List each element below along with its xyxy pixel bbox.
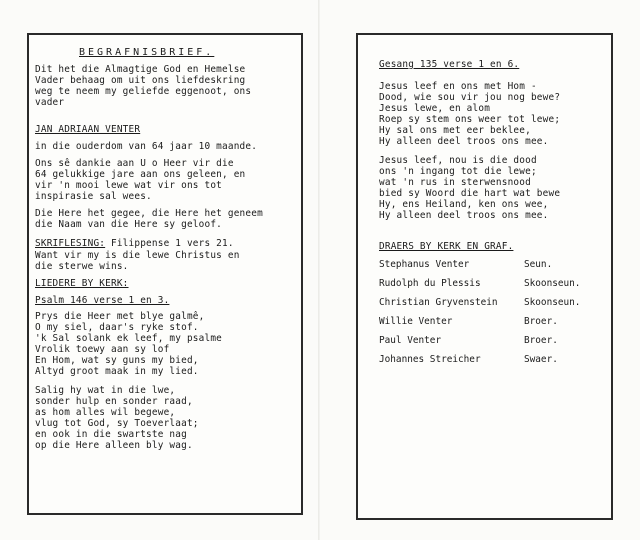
bearer-relation: Skoonseun. [524,297,581,308]
scripture-ref: Filippense 1 vers 21. [105,238,234,249]
job-line: die Naam van die Here sy geloof. [35,219,223,230]
gesang-line: wat 'n rus in sterwensnood [379,177,531,188]
psalm-line: as hom alles wil begewe, [35,407,176,418]
intro-line: vader [35,97,65,108]
gesang-line: Hy alleen deel troos ons mee. [379,136,549,147]
bearers-heading: DRAERS BY KERK EN GRAF. [379,241,514,252]
intro-text [35,64,251,108]
gesang-line: Hy, ens Heiland, ken ons wee, [379,199,549,210]
job-quote [35,208,263,230]
intro-line: weg te neem my geliefde eggenoot, ons [35,86,252,97]
gesang-line: Jesus lewe, en alom [379,103,491,114]
psalm-verse-3 [35,385,199,451]
gesang-verse-6 [379,155,560,221]
psalm-line: sonder hulp en sonder raad, [35,396,193,407]
scripture-line: Want vir my is die lewe Christus en [35,250,240,261]
psalm-line: 'k Sal solank ek leef, my psalme [35,333,223,344]
psalm-line: op die Here alleen bly wag. [35,440,193,451]
psalm-line: Salig hy wat in die lwe, [35,385,176,396]
thanks-line: 64 gelukkige jare aan ons geleen, en [35,169,246,180]
scripture-text [35,250,240,272]
gesang-line: Dood, wie sou vir jou nog bewe? [379,92,561,103]
psalm-line: En Hom, wat sy guns my bied, [35,355,199,366]
psalm-line: Altyd groot maak in my lied. [35,366,199,377]
intro-line: Dit het die Almagtige God en Hemelse [35,64,246,75]
bearer-name: Stephanus Venter [379,259,470,270]
thanks-line: vir 'n mooi lewe wat vir ons tot [35,180,223,191]
gesang-line: Hy sal ons met eer beklee, [379,125,531,136]
gesang-line: Jesus leef, nou is die dood [379,155,537,166]
psalm-verse-1 [35,311,222,377]
bearer-name: Willie Venter [379,316,453,327]
gesang-line: Jesus leef en ons met Hom - [379,81,537,92]
bearer-relation: Broer. [524,335,558,346]
gesang-line: Roep sy stem ons weer tot lewe; [379,114,561,125]
thanks-line: Ons sê dankie aan U o Heer vir die [35,158,234,169]
job-line: Die Here het gegee, die Here het geneem [35,208,263,219]
scripture-label: SKRIFLESING: [35,238,106,249]
bearer-relation: Seun. [524,259,553,270]
psalm-line: en ook in die swartste nag [35,429,187,440]
bearer-relation: Swaer. [524,354,558,365]
scripture-reading [35,238,234,249]
thanks-line: inspirasie sal wees. [35,191,152,202]
scripture-line: die sterwe wins. [35,261,129,272]
psalm-heading: Psalm 146 verse 1 en 3. [35,295,170,306]
gesang-heading: Gesang 135 verse 1 en 6. [379,59,520,70]
bearer-relation: Broer. [524,316,558,327]
intro-line: Vader behaag om uit ons liefdeskring [35,75,246,86]
hymns-heading: LIEDERE BY KERK: [35,278,129,289]
age-line: in die ouderdom van 64 jaar 10 maande. [35,141,258,152]
gesang-verse-1 [379,81,560,147]
psalm-line: O my siel, daar's ryke stof. [35,322,199,333]
thanks-text [35,158,245,202]
gesang-line: Hy alleen deel troos ons mee. [379,210,549,221]
bearer-name: Paul Venter [379,335,442,346]
bearer-relation: Skoonseun. [524,278,581,289]
gesang-line: bied sy Woord die hart wat bewe [379,188,561,199]
bearer-name: Johannes Streicher [379,354,481,365]
bearer-name: Rudolph du Plessis [379,278,481,289]
deceased-name: JAN ADRIAAN VENTER [35,124,141,135]
left-panel [27,33,303,515]
psalm-line: vlug tot God, sy Toeverlaat; [35,418,199,429]
leaflet-title: BEGRAFNISBRIEF. [79,47,215,58]
right-panel [356,33,613,520]
psalm-line: Prys die Heer met blye galmê, [35,311,205,322]
page-fold [318,0,320,540]
gesang-line: ons 'n ingang tot die lewe; [379,166,537,177]
bearer-name: Christian Gryvenstein [379,297,498,308]
psalm-line: Vrolik toewy aan sy lof [35,344,170,355]
